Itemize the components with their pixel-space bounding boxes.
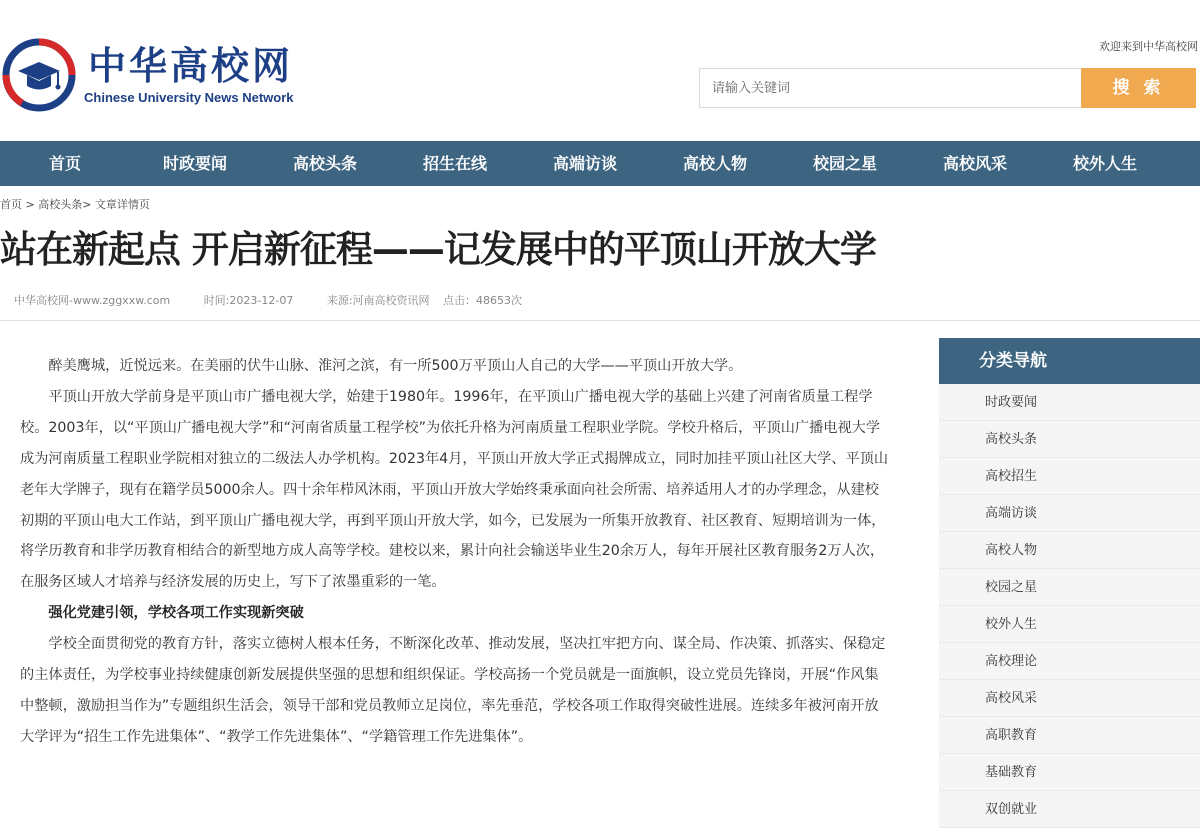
meta-site: 中华高校网-www.zggxxw.com (14, 294, 171, 307)
breadcrumb-separator: > (82, 198, 95, 211)
sidebar-item-theory[interactable]: 高校理论 (939, 643, 1200, 680)
sidebar-item-headlines[interactable]: 高校头条 (939, 421, 1200, 458)
article-meta (14, 292, 552, 308)
sidebar-item-life[interactable]: 校外人生 (939, 606, 1200, 643)
sidebar-item-admissions[interactable]: 高校招生 (939, 458, 1200, 495)
sidebar-item-employment[interactable]: 双创就业 (939, 791, 1200, 828)
logo-name-en[interactable]: Chinese University News Network (84, 90, 294, 105)
sidebar-item-vocational[interactable]: 高职教育 (939, 717, 1200, 754)
article-body (20, 351, 890, 753)
article-paragraph: 平顶山开放大学前身是平顶山市广播电视大学，始建于1980年。1996年，在平顶山广播电视大学的基础上兴建了河南省质量工程学校。2003年，以“平顶山广播电视大学”和“河南省质量工程学校”为依托升格为河南质量工程职业学院。学校升格后，平顶山广播电视大学成为河南质量工程职业学院相对独立的二级法人办学机构。2023年4月，平顶山开放大学正式揭牌成立，同时加挂平顶山社区大学、平顶山老年大学牌子，现有在籍学员5000余人。四十余年栉风沐雨，平顶山开放大学始终秉承面向社会所需、培养适用人才的办学理念，从建校初期的平顶山电大工作站，到平顶山广播电视大学，再到平顶山开放大学，如今，已发展为一所集开放教育、社区教育、短期培训为一体，将学历教育和非学历教育相结合的新型地方成人高等学校。建校以来，累计向社会输送毕业生20余万人，每年开展社区教育服务2万人次，在服务区域人才培养与经济发展的历史上，写下了浓墨重彩的一笔。 (20, 388, 889, 591)
sidebar-item-basic-education[interactable]: 基础教育 (939, 754, 1200, 791)
search-button[interactable]: 搜 索 (1081, 68, 1196, 108)
sidebar-item-interviews[interactable]: 高端访谈 (939, 495, 1200, 532)
breadcrumb-home[interactable]: 首页 (0, 198, 22, 211)
article-paragraph: 学校全面贯彻党的教育方针，落实立德树人根本任务，不断深化改革、推动发展，坚决扛牢把方向、谋全局、作决策、抓落实、保稳定的主体责任，为学校事业持续健康创新发展提供坚强的思想和组织保证。学校高扬一个党员就是一面旗帜，设立党员先锋岗，开展“作风集中整顿，激励担当作为”专题组织生活会，领导干部和党员教师立足岗位，率先垂范，学校各项工作取得突破性进展。连续多年被河南开放大学评为“招生工作先进集体”、“教学工作先进集体”、“学籍管理工作先进集体”。 (20, 636, 886, 745)
breadcrumb-section[interactable]: 高校头条 (38, 198, 83, 211)
meta-source: 来源:河南高校资讯网 (326, 294, 430, 307)
sidebar-item-showcase[interactable]: 高校风采 (939, 680, 1200, 717)
nav-item-politics[interactable]: 时政要闻 (162, 154, 227, 173)
meta-time: 时间:2023-12-07 (203, 294, 294, 307)
category-sidebar (939, 338, 1200, 828)
logo-graduation-cap-icon[interactable] (2, 38, 76, 112)
breadcrumb (0, 196, 150, 212)
nav-item-showcase[interactable]: 高校风采 (942, 154, 1007, 173)
sidebar-item-people[interactable]: 高校人物 (939, 532, 1200, 569)
breadcrumb-current: 文章详情页 (94, 198, 150, 211)
sidebar-item-campus-stars[interactable]: 校园之星 (939, 569, 1200, 606)
article-title: 站在新起点 开启新征程——记发展中的平顶山开放大学 (0, 228, 876, 271)
sidebar-item-politics[interactable]: 时政要闻 (939, 384, 1200, 421)
logo-name-cn[interactable]: 中华高校网 (88, 43, 294, 88)
breadcrumb-separator: > (22, 198, 39, 211)
main-nav (0, 141, 1200, 186)
article-paragraph: 醉美鹰城，近悦远来。在美丽的伏牛山脉、淮河之滨，有一所500万平顶山人自己的大学——平顶山开放大学。 (48, 358, 743, 374)
welcome-text: 欢迎来到中华高校网 (1099, 40, 1198, 53)
sidebar-title: 分类导航 (939, 338, 1200, 384)
article-subheading: 强化党建引领，学校各项工作实现新突破 (48, 605, 304, 622)
nav-item-life[interactable]: 校外人生 (1072, 154, 1137, 173)
nav-item-people[interactable]: 高校人物 (682, 154, 747, 173)
nav-item-home[interactable]: 首页 (48, 154, 81, 173)
nav-item-interviews[interactable]: 高端访谈 (552, 154, 617, 173)
nav-item-admissions[interactable]: 招生在线 (422, 154, 487, 173)
search-input[interactable] (699, 68, 1082, 108)
nav-item-campus-stars[interactable]: 校园之星 (812, 154, 877, 173)
divider (0, 320, 1200, 321)
meta-clicks: 点击：48653次 (443, 294, 523, 307)
nav-item-headlines[interactable]: 高校头条 (292, 154, 357, 173)
site-header (0, 0, 1200, 140)
